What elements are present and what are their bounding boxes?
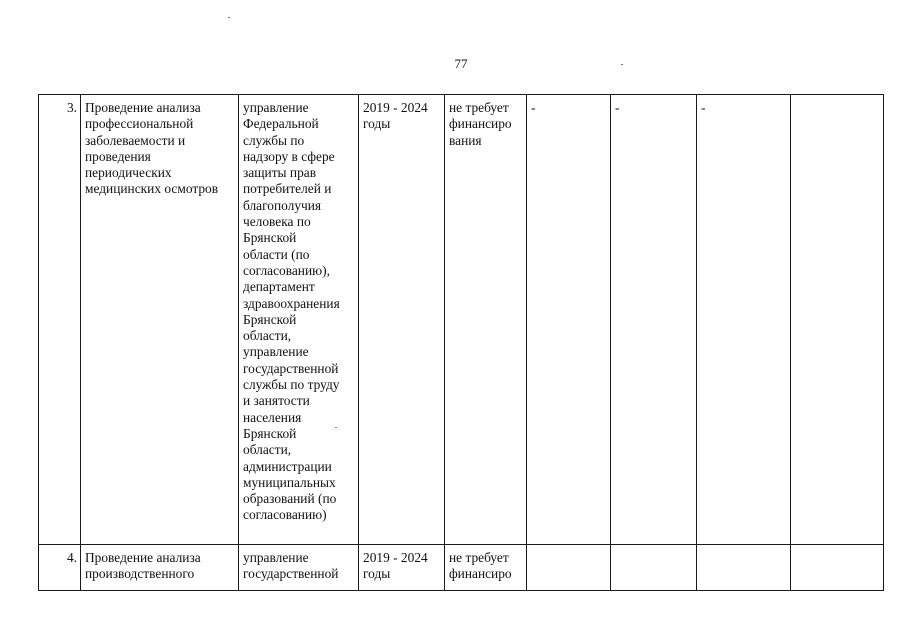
page-number: 77 <box>454 56 468 71</box>
value-cell <box>791 545 884 591</box>
executor-cell: управление государственной <box>239 545 359 591</box>
table-row <box>39 545 884 591</box>
value-cell <box>611 545 697 591</box>
period-cell: 2019 - 2024 годы <box>359 95 445 545</box>
financing-cell: не требует финансиро вания <box>445 95 527 545</box>
value-cell <box>697 545 791 591</box>
row-number-cell: 4. <box>39 545 81 591</box>
event-cell: Проведение анализа профессиональной заболеваемости и проведения периодических медицинских осмотров <box>81 95 239 545</box>
table-row <box>39 95 884 545</box>
period-cell: 2019 - 2024 годы <box>359 545 445 591</box>
financing-cell: не требует финансиро <box>445 545 527 591</box>
scan-speck <box>228 17 230 18</box>
measures-table <box>38 94 884 591</box>
row-number-cell: 3. <box>39 95 81 545</box>
value-cell: - <box>697 95 791 545</box>
executor-cell: управление Федеральной службы по надзору в сфере защиты прав потребителей и благополучия человека по Брянской области (по согласованию), департамент здравоохранения Брянской области, управление государственной службы по труду и занятости населения Брянской области, администрации муниципальных образований (по согласованию) <box>239 95 359 545</box>
value-cell <box>527 545 611 591</box>
event-cell: Проведение анализа производственного <box>81 545 239 591</box>
value-cell: - <box>611 95 697 545</box>
value-cell <box>791 95 884 545</box>
value-cell: - <box>527 95 611 545</box>
scan-speck <box>621 64 623 65</box>
